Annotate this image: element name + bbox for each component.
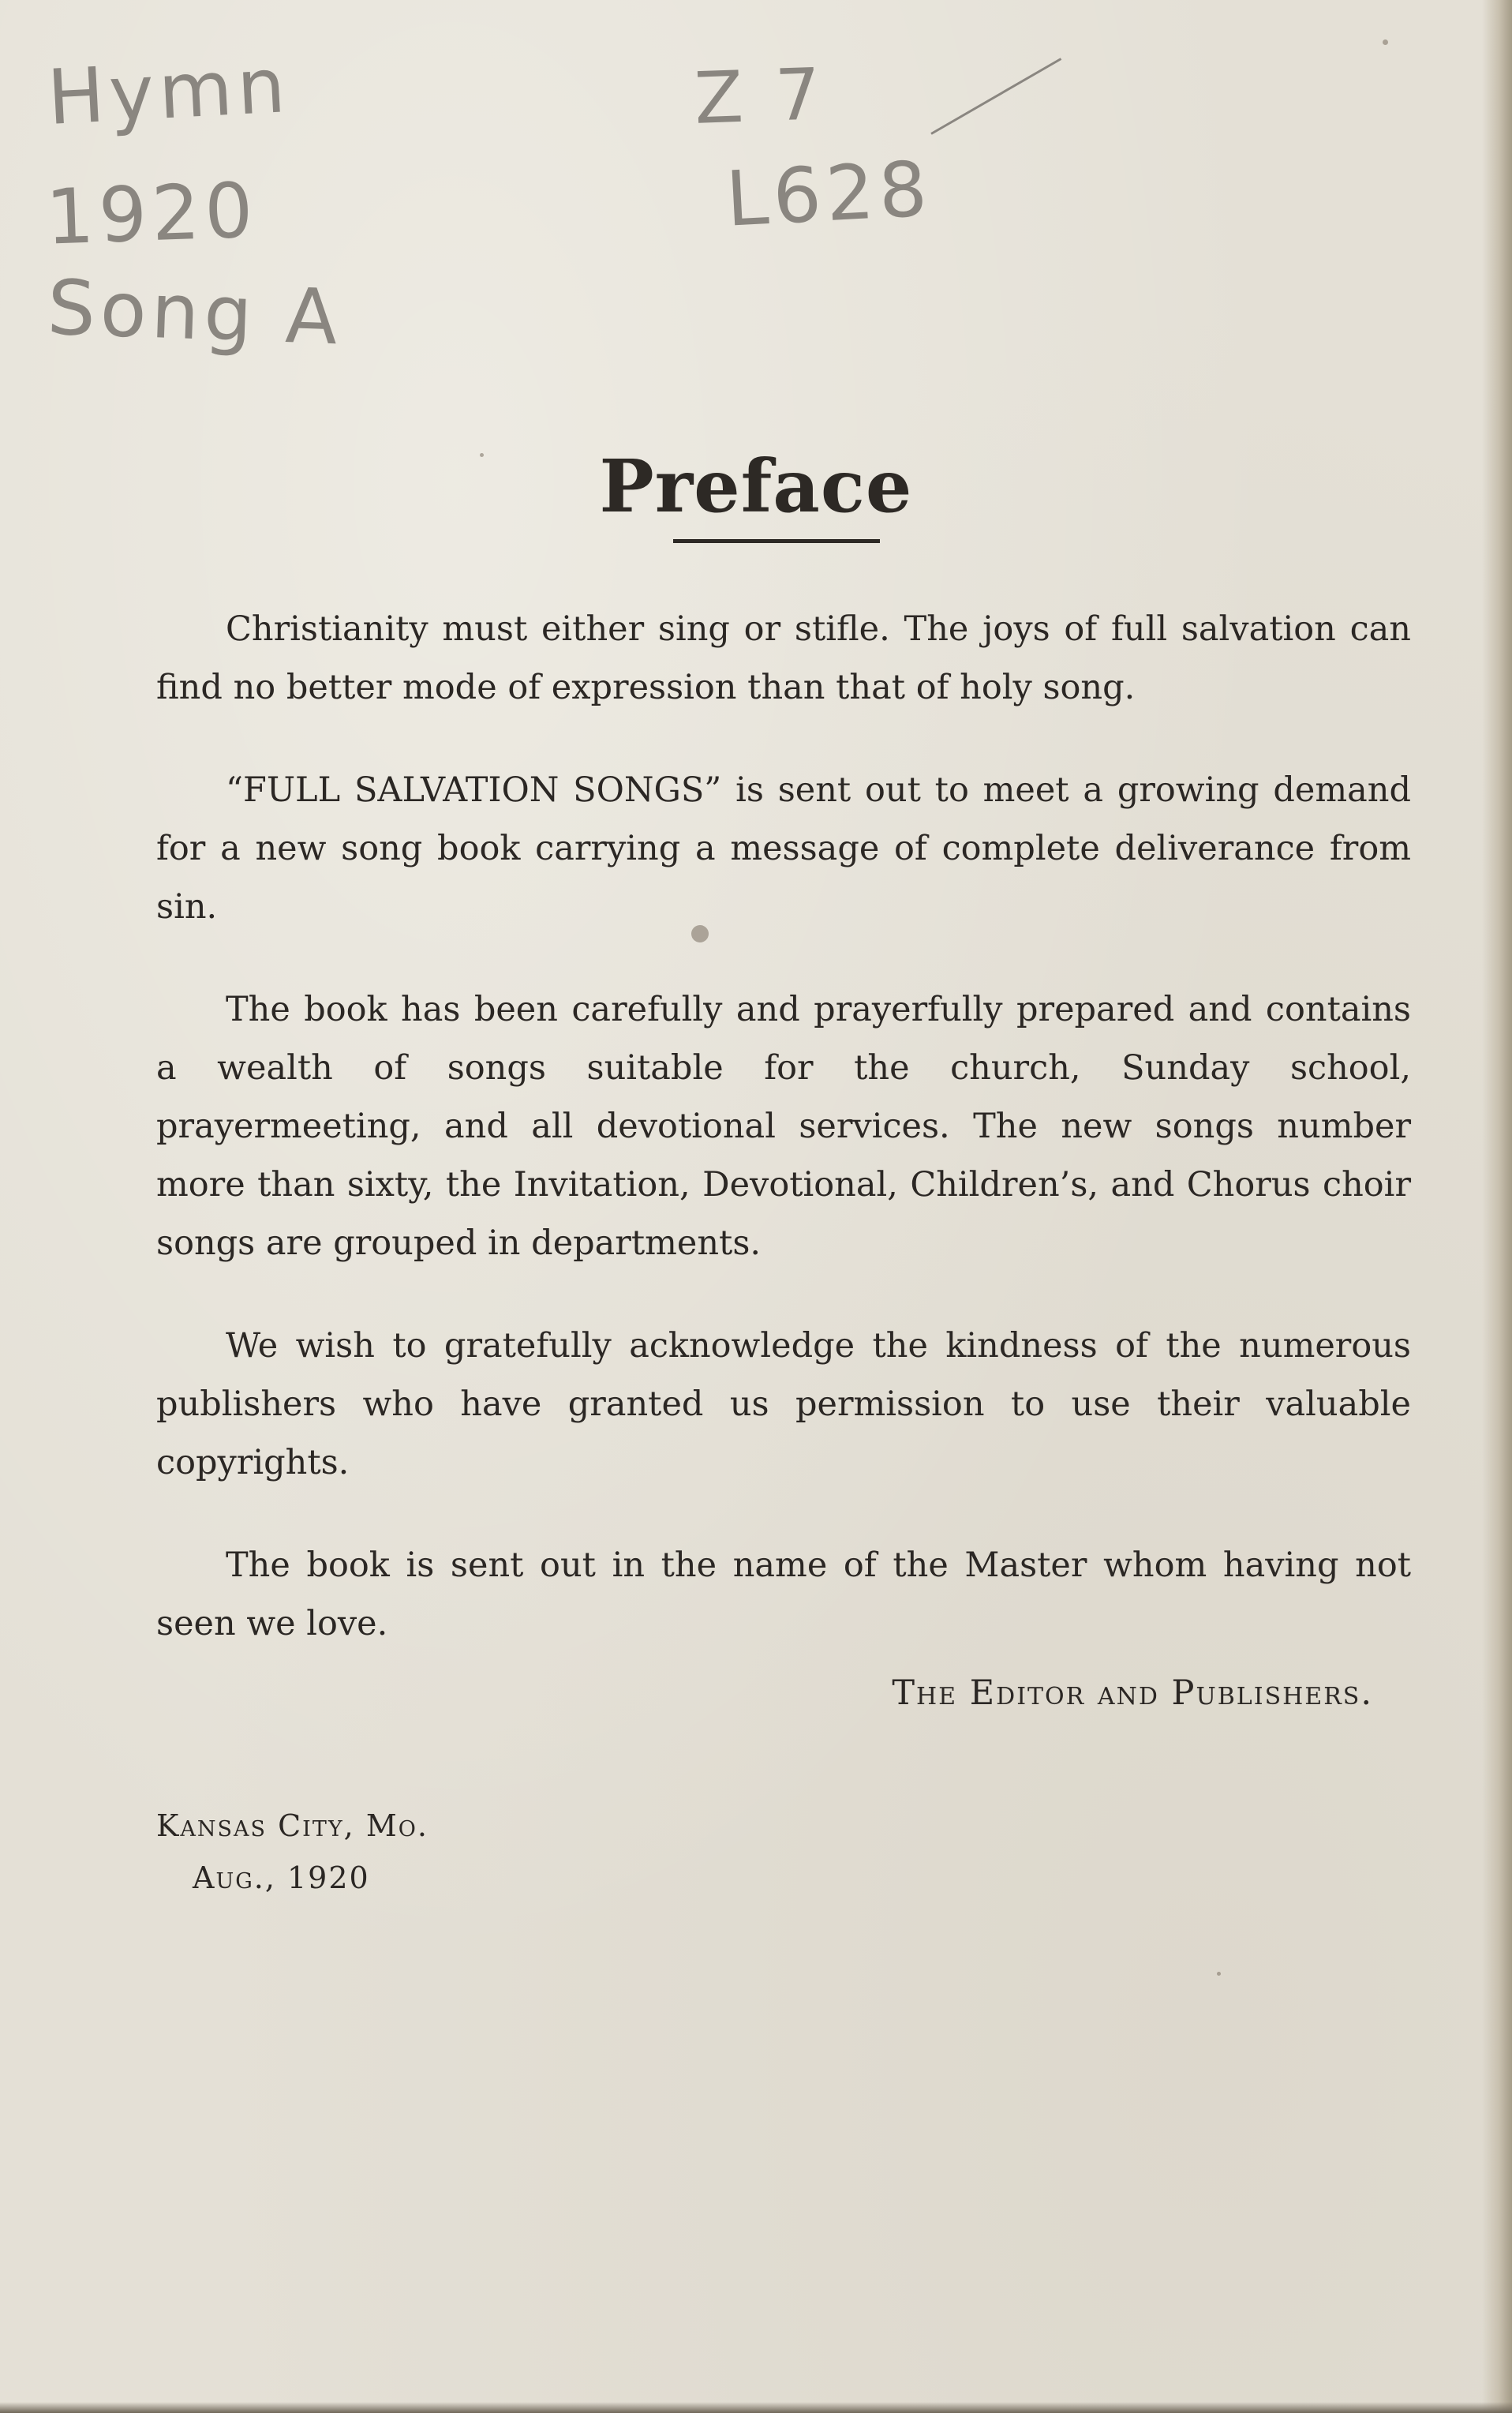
page-edge-shadow: [1482, 0, 1512, 2413]
page-bottom-edge: [0, 2402, 1512, 2413]
preface-paragraph-5: The book is sent out in the name of the Master whom having not seen we love.: [156, 1546, 1411, 1643]
page-title: Preface: [599, 443, 913, 529]
handwritten-slash-mark: [930, 58, 1061, 135]
title-underline-rule: [673, 539, 880, 543]
place-line: Kansas City, Mo.: [156, 1808, 429, 1843]
paper-speck: [480, 453, 484, 457]
paper-speck: [1383, 39, 1388, 45]
place-and-date: [156, 1800, 429, 1904]
handwritten-call-number-class: Z 7: [693, 53, 827, 141]
handwritten-note-year: 1920: [44, 166, 260, 262]
paper-speck: [1217, 1972, 1221, 1976]
preface-paragraph-3: The book has been carefully and prayerfully prepared and contains a wealth of songs suitable for the church, Sunday school, prayermeeting, and all devotional services. The new songs number more than sixty, the Invitation, Devotional, Children’s, and Chorus choir songs are grouped in departments.: [156, 990, 1411, 1263]
preface-paragraph-4: We wish to gratefully acknowledge the kindness of the numerous publishers who have granted us permission to use their valuable copyrights.: [156, 1326, 1411, 1482]
handwritten-call-number-cutter: L628: [724, 144, 934, 244]
signature-line: The Editor and Publishers.: [892, 1673, 1373, 1713]
handwritten-note-hymn: Hymn: [45, 41, 293, 142]
preface-paragraph-1: Christianity must either sing or stifle. The joys of full salvation can find no better mode of expression than that of holy song.: [156, 609, 1411, 707]
preface-paragraph-2: “FULL SALVATION SONGS” is sent out to meet a growing demand for a new song book carrying a message of complete deliverance from sin.: [156, 770, 1411, 927]
date-line: Aug., 1920: [193, 1860, 370, 1895]
handwritten-note-song: Song A: [46, 263, 344, 362]
preface-body: [156, 600, 1411, 1697]
paper-speck: [691, 925, 709, 942]
